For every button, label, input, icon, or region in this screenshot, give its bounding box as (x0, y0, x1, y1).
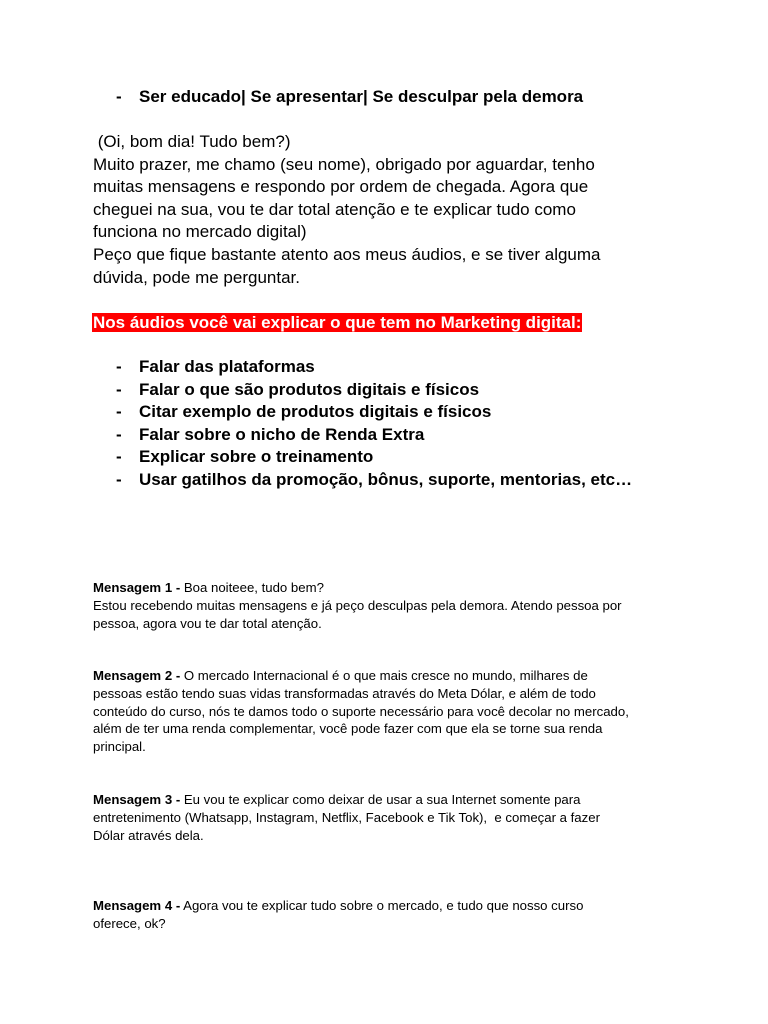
message-block (93, 897, 583, 933)
message-line: entretenimento (Whatsapp, Instagram, Netflix, Facebook e Tik Tok), e começar a fazer (93, 809, 600, 825)
message-line: Estou recebendo muitas mensagens e já peço desculpas pela demora. Atendo pessoa por (93, 597, 622, 613)
intro-line: Peço que fique bastante atento aos meus áudios, e se tiver alguma (93, 244, 601, 264)
message-line: Dólar através dela. (93, 827, 204, 843)
message-first-line (93, 791, 600, 809)
message-line: O mercado Internacional é o que mais cresce no mundo, milhares de (180, 668, 588, 683)
message-line: oferece, ok? (93, 915, 166, 931)
list-item-text: Explicar sobre o treinamento (139, 447, 374, 467)
message-line: além de ter uma renda complementar, você pode fazer com que ela se torne sua renda (93, 721, 603, 737)
intro-line: funciona no mercado digital) (93, 222, 307, 242)
message-label: Mensagem 3 - (93, 792, 181, 807)
list-item (116, 446, 736, 469)
bullet-dash: - (116, 357, 122, 376)
message-first-line (93, 667, 629, 685)
bullet-dash: - (116, 424, 122, 444)
message-label: Mensagem 2 - (93, 668, 181, 683)
message-block (93, 667, 629, 756)
message-line: principal. (93, 739, 146, 755)
message-line: Eu vou te explicar como deixar de usar a sua Internet somente para (180, 792, 581, 807)
message-first-line (93, 897, 583, 915)
message-line: pessoa, agora vou te dar total atenção. (93, 615, 322, 631)
list-item-text: Falar o que são produtos digitais e físicos (139, 379, 480, 399)
list-item-text: Usar gatilhos da promoção, bônus, suporte, mentorias, etc… (139, 469, 633, 489)
intro-line: dúvida, pode me perguntar. (93, 267, 300, 287)
top-bullet-text: Ser educado| Se apresentar| Se desculpar pela demora (139, 87, 584, 106)
message-line: pessoas estão tendo suas vidas transformadas através do Meta Dólar, e além de todo (93, 685, 596, 701)
intro-line: Muito prazer, me chamo (seu nome), obrigado por aguardar, tenho (93, 154, 595, 174)
bullet-dash: - (116, 87, 122, 106)
message-line: Boa noiteee, tudo bem? (180, 580, 324, 595)
message-block (93, 579, 622, 632)
list-item (116, 469, 736, 492)
bullet-dash: - (116, 447, 122, 467)
message-line: conteúdo do curso, nós te damos todo o suporte necessário para você decolar no mercado, (93, 703, 629, 719)
list-item-text: Falar sobre o nicho de Renda Extra (139, 424, 425, 444)
bullet-dash: - (116, 379, 122, 399)
message-first-line (93, 579, 622, 597)
list-item-text: Citar exemplo de produtos digitais e físicos (139, 402, 492, 422)
bullet-dash: - (116, 469, 122, 489)
intro-line: cheguei na sua, vou te dar total atenção e te explicar tudo como (93, 199, 576, 219)
message-label: Mensagem 1 - (93, 580, 181, 595)
highlight-heading-wrap (92, 312, 582, 334)
message-line: Agora vou te explicar tudo sobre o mercado, e tudo que nosso curso (180, 898, 584, 913)
intro-line: (Oi, bom dia! Tudo bem?) (93, 132, 291, 151)
top-bullet (116, 86, 736, 110)
list-item (116, 401, 736, 424)
list-item (116, 379, 736, 402)
message-label: Mensagem 4 - (93, 898, 181, 913)
list-item (116, 424, 736, 447)
bullet-list (116, 356, 736, 492)
list-item (116, 356, 736, 379)
message-block (93, 791, 600, 844)
intro-paragraph (93, 131, 601, 289)
list-item-text: Falar das plataformas (139, 357, 315, 376)
intro-line: muitas mensagens e respondo por ordem de chegada. Agora que (93, 177, 589, 197)
bullet-dash: - (116, 402, 122, 422)
highlight-heading: Nos áudios você vai explicar o que tem no Marketing digital: (93, 313, 582, 332)
